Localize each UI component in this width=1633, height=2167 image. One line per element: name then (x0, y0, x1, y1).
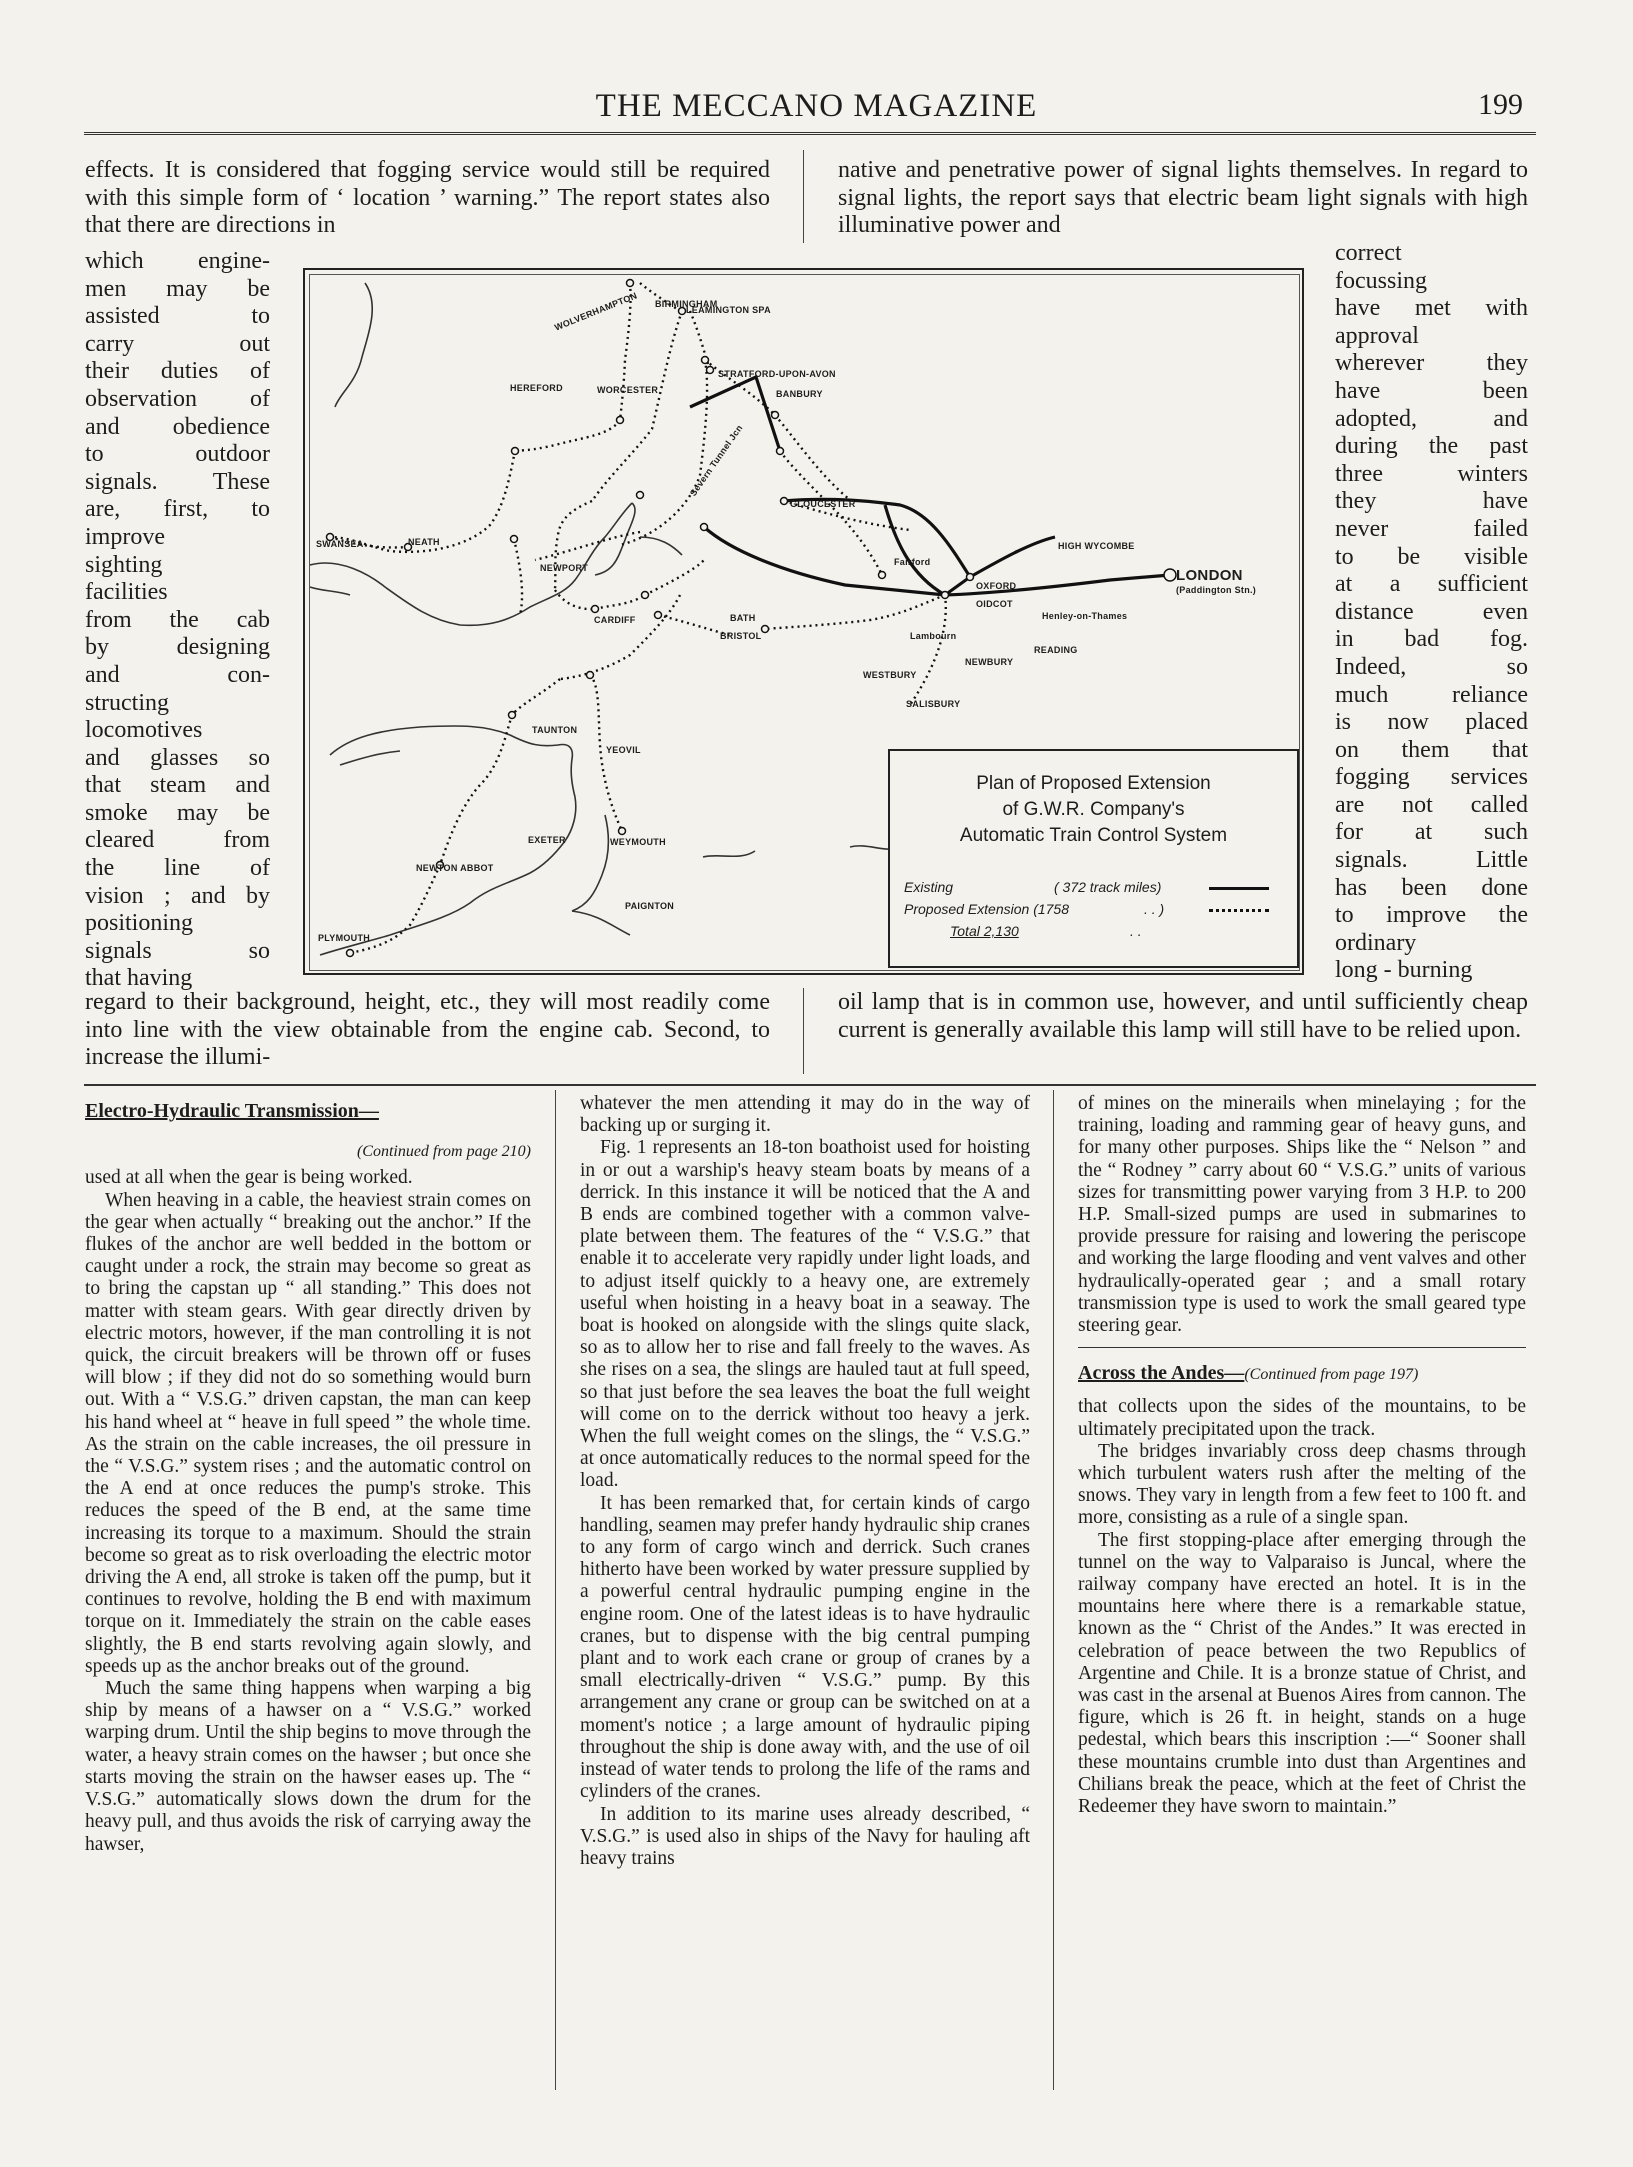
map-place-label: WOLVERHAMPTON (553, 290, 639, 333)
header-rule (84, 132, 1536, 135)
map-place-label: BRISTOL (720, 631, 762, 641)
legend-row-total (950, 923, 1142, 939)
text-line: that steam and (85, 772, 270, 799)
map-place-label: BATH (730, 613, 756, 623)
bottom-column-rule (803, 988, 804, 1074)
map-place-label: BANBURY (776, 389, 823, 399)
map-place-label: Henley-on-Thames (1042, 611, 1128, 621)
text-line: on them that (1335, 736, 1528, 763)
text-line: fogging services (1335, 764, 1528, 791)
section-heading-electro (85, 1100, 531, 1123)
map-legend (888, 749, 1299, 968)
map-place-label: GLOUCESTER (790, 499, 856, 509)
legend-value: . . (1130, 923, 1142, 939)
text-line: signals so (85, 937, 270, 964)
continued-note: (Continued from page 197) (1244, 1366, 1419, 1384)
map-place-label: OXFORD (976, 581, 1017, 591)
text-line: improve (85, 523, 165, 550)
map-place-label: PAIGNTON (625, 901, 675, 911)
text-line: is now placed (1335, 709, 1528, 736)
railway-map (309, 274, 1300, 971)
magazine-title: THE MECCANO MAGAZINE (595, 88, 1038, 124)
text-line: the line of (85, 855, 270, 882)
text-line: have been (1335, 377, 1528, 404)
legend-title-line: Automatic Train Control System (959, 825, 1228, 846)
map-place-label: HIGH WYCOMBE (1058, 541, 1135, 551)
text-line: have met with (1335, 295, 1528, 322)
column-rule (1053, 1090, 1054, 2090)
map-place-label: NEWBURY (965, 657, 1014, 667)
column-1 (85, 1100, 531, 1856)
text-line: approval (1335, 322, 1419, 349)
paragraph: that collects upon the sides of the mountains, to be ultimately precipitated upon the track. (1078, 1396, 1526, 1440)
map-place-label: HEREFORD (510, 383, 563, 393)
legend-value: . . ) (1144, 901, 1165, 917)
top-left-bottom-paragraph: regard to their background, height, etc., they will most readily come into line with the view obtainable from the engine cab. Second, to increase the illumi- (85, 989, 770, 1071)
paragraph: used at all when the gear is being worked. (85, 1167, 413, 1189)
text-line: positioning (85, 910, 194, 937)
heading-text: Electro-Hydraulic Transmission— (85, 1100, 379, 1122)
legend-dotted-line (1209, 909, 1269, 912)
text-line: sighting (85, 551, 163, 578)
map-place-label: Lambourn (910, 631, 957, 641)
text-line: distance even (1335, 598, 1528, 625)
map-place-label: SWANSEA (316, 539, 364, 549)
text-line: focussing (1335, 267, 1427, 294)
text-line: ordinary (1335, 929, 1417, 956)
legend-title (890, 771, 1297, 849)
text-line: which engine- (85, 248, 270, 274)
paragraph: of mines on the minerails when minelaying ; for the training, loading and ramming gear of heavy guns, and for many other purposes. Ships like the “ Nelson ” and the “ Rodney ” carry about 60 “ V.S.G.” units of various sizes for transmitting power varying from 3 H.P. to 200 H.P. Small-sized pumps are used in submarines to provide pressure for raising and lowering the periscope and working the large flooding and vent valves and other hydraulically-operated gear ; and a small rotary transmission type is used to work the small geared type steering gear. (1078, 1093, 1526, 1337)
top-left-paragraph: effects. It is considered that fogging service would still be required with this simple form of ‘ location ’ warning.” The report states also that there are directions in (85, 157, 770, 239)
paragraph: It has been remarked that, for certain kinds of cargo handling, seamen may prefer handy hydraulic ship cranes to any form of cargo winch and derrick. Such cranes hitherto have been worked by water pressure supplied by a powerful central hydraulic pumping engine in the engine room. One of the latest ideas is to have hydraulic cranes, but to dispense with the big central pumping plant and to work each crane or group of cranes by a small electrically-driven “ V.S.G.” pump. By this arrangement any crane or group can be switched on at a moment's notice ; a large amount of hydraulic piping throughout the ship is done away with, and the use of oil instead of water tends to prolong the life of the rams and cylinders of the cranes. (580, 1492, 1030, 1803)
map-place-label: PLYMOUTH (318, 933, 371, 943)
top-column-rule (803, 150, 804, 243)
text-line: vision ; and by (85, 882, 270, 909)
text-line: to improve the (1335, 902, 1528, 929)
text-line: and glasses so (85, 744, 270, 771)
map-place-label: (Paddington Stn.) (1176, 585, 1257, 595)
map-place-label: OIDCOT (976, 599, 1013, 609)
text-line: signals. Little (1335, 847, 1528, 874)
paragraph: In addition to its marine uses already described, “ V.S.G.” is used also in ships of the Navy for hauling aft heavy trains (580, 1803, 1030, 1869)
top-right-bottom-paragraph: oil lamp that is in common use, however, and until sufficiently cheap current is generally available this lamp will still have to be relied upon. (838, 989, 1528, 1043)
text-line: to outdoor (85, 441, 270, 468)
text-line: smoke may be (85, 799, 270, 826)
map-place-label: TAUNTON (532, 725, 578, 735)
map-place-label: CARDIFF (594, 615, 636, 625)
text-line: signals. These (85, 468, 270, 495)
text-line: never failed (1335, 515, 1528, 542)
map-place-label: WORCESTER (597, 385, 659, 395)
continued-note: (Continued from page 210) (356, 1143, 531, 1161)
legend-solid-line (1209, 887, 1269, 890)
text-line: has been done (1335, 874, 1528, 901)
paragraph: When heaving in a cable, the heaviest strain comes on the gear when actually “ breaking out the anchor.” If the flukes of the anchor are well bedded in the bottom or caught under a rock, the strain may become so great as to bring the capstan up “ all standing.” This does not matter with steam gears. With gear directly driven by electric motors, however, if the man controlling it is not quick, the circuit breakers will be thrown off or fuses will blow ; if they did not do so something would burn out. With a “ V.S.G.” driven capstan, the man can keep his hand wheel at “ heave in full speed ” the whole time. As the strain on the cable increases, the oil pressure in the “ V.S.G.” system rises ; and the automatic control on the A end at once reduces the pump's stroke. This reduces the speed of the B end, at the same time increasing its torque to a maximum. Should the strain become so great as to risk overloading the electric motor driving the A end, all stroke is taken off the pump, but it continues to revolve, holding the B end with maximum torque on it. Immediately the strain on the cable eases slightly, the B end starts revolving again slowly, and speeds up as the anchor breaks out of the ground. (85, 1189, 531, 1677)
map-place-label: WEYMOUTH (610, 837, 666, 847)
text-line: assisted to (85, 303, 270, 330)
proposed-lines (330, 283, 946, 953)
text-line: three winters (1335, 460, 1528, 487)
text-line: by designing (85, 634, 270, 661)
text-line: much reliance (1335, 681, 1528, 708)
text-line: in bad fog. (1335, 626, 1528, 653)
text-line: structing (85, 689, 169, 716)
text-line: wherever they (1335, 350, 1528, 377)
map-place-label: WESTBURY (863, 670, 917, 680)
map-place-label: NEATH (408, 537, 440, 547)
legend-label: Proposed Extension (1758 (904, 901, 1069, 917)
text-line: correct (1335, 240, 1402, 266)
column-3 (1078, 1093, 1526, 1818)
paragraph: The first stopping-place after emerging through the tunnel on the way to Valparaiso is Juncal, where the railway company have erected an hotel. It is in the mountains here where there is a remarkable statue, known as the “ Christ of the Andes.” It was erected in celebration of peace between the two Republics of Argentine and Chile. It is a bronze statue of Christ, and was cast in the arsenal at Buenos Aires from cannon. The figure, which is 26 ft. in height, stands on a huge pedestal, which bears this inscription :—“ Sooner shall these mountains crumble into dust than Argentines and Chilians break the peace, which at the feet of Christ the Redeemer they have sworn to maintain.” (1078, 1529, 1526, 1818)
heading-text: Across the Andes— (1078, 1362, 1245, 1385)
legend-title-line: Plan of Proposed Extension (976, 773, 1211, 794)
map-place-label: BIRMINGHAM (655, 299, 718, 309)
column-divider (1078, 1347, 1526, 1348)
page-number: 199 (1478, 88, 1523, 121)
text-line: cleared from (85, 827, 270, 854)
text-line: observation of (85, 385, 270, 412)
map-place-label: EXETER (528, 835, 566, 845)
text-line: are not called (1335, 791, 1528, 818)
legend-label: Existing (904, 879, 954, 895)
map-place-label: SALISBURY (906, 699, 961, 709)
text-line: and con- (85, 661, 270, 688)
text-line: from the cab (85, 606, 270, 633)
column-2 (580, 1093, 1030, 1870)
text-line: locomotives (85, 717, 203, 744)
column-rule (555, 1090, 556, 2090)
map-place-label: Severn Tunnel Jcn (687, 422, 745, 498)
paragraph: whatever the men attending it may do in the way of backing up or surging it. (580, 1093, 1030, 1137)
text-line: that having (85, 965, 193, 992)
section-divider (84, 1084, 1536, 1086)
text-line: their duties of (85, 358, 270, 385)
railway-map-figure (303, 268, 1304, 975)
left-wrap-text (85, 248, 270, 993)
section-heading-andes (1078, 1362, 1526, 1386)
paragraph: Fig. 1 represents an 18-ton boathoist used for hoisting in or out a warship's heavy steam boats by means of a derrick. In this instance it will be noticed that the A and B ends are combined together with a common valve-plate between them. The features of the “ V.S.G.” that enable it to accelerate very rapidly under light loads, and to adjust itself quickly to a heavy one, are extremely useful when hoisting in a heavy boat in a seaway. The boat is hooked on alongside with the slings quite slack, so as to allow her to rise and fall freely to the waves. As she rises on a sea, the slings are hauled taut at full speed, so that just before the sea leaves the boat the full weight will come on to the derrick without too heavy a jerk. When the full weight comes on the slings, the “ V.S.G.” at once automatically reduces to the normal speed for the load. (580, 1137, 1030, 1492)
text-line: adopted, and (1335, 405, 1528, 432)
text-line: are, first, to (85, 496, 270, 523)
legend-value: ( 372 track miles) (1054, 879, 1162, 895)
map-place-label: YEOVIL (606, 745, 641, 755)
top-right-paragraph: native and penetrative power of signal lights themselves. In regard to signal lights, the report says that electric beam light signals with high illuminative power and (838, 157, 1528, 239)
text-line: at a sufficient (1335, 571, 1528, 598)
right-wrap-text (1335, 240, 1528, 985)
paragraph: The bridges invariably cross deep chasms through which turbulent waters rush after the melting of the snows. They vary in length from a few feet to 100 ft. and more, consisting as a rule of a single span. (1078, 1440, 1526, 1529)
legend-row-proposed (904, 901, 1165, 917)
map-place-label: Fairford (894, 557, 931, 567)
map-place-label: STRATFORD-UPON-AVON (718, 369, 836, 379)
text-line: carry out (85, 330, 270, 357)
map-place-label: LEAMINGTON SPA (686, 305, 771, 315)
map-place-label: NEWPORT (540, 563, 589, 573)
map-place-label: NEWTON ABBOT (416, 863, 494, 873)
text-line: during the past (1335, 433, 1528, 460)
legend-title-line: of G.W.R. Company's (1002, 799, 1185, 820)
text-line: facilities (85, 579, 168, 606)
text-line: for at such (1335, 819, 1528, 846)
map-place-label: READING (1034, 645, 1078, 655)
map-place-label: LONDON (1176, 567, 1243, 584)
legend-row-existing (904, 879, 1162, 895)
legend-label: Total 2,130 (950, 923, 1019, 939)
text-line: they have (1335, 488, 1528, 515)
text-line: Indeed, so (1335, 653, 1528, 680)
text-line: and obedience (85, 413, 270, 440)
text-line: men may be (85, 275, 270, 302)
text-line: long - burning (1335, 957, 1473, 984)
paragraph: Much the same thing happens when warping a big ship by means of a hawser on a “ V.S.G.” worked warping drum. Until the ship begins to move through the water, a heavy strain comes on the hawser ; but once she starts moving the strain on the hawser eases up. The “ V.S.G.” automatically slows down the drum for the heavy pull, and thus avoids the risk of carrying away the hawser, (85, 1678, 531, 1855)
text-line: to be visible (1335, 543, 1528, 570)
